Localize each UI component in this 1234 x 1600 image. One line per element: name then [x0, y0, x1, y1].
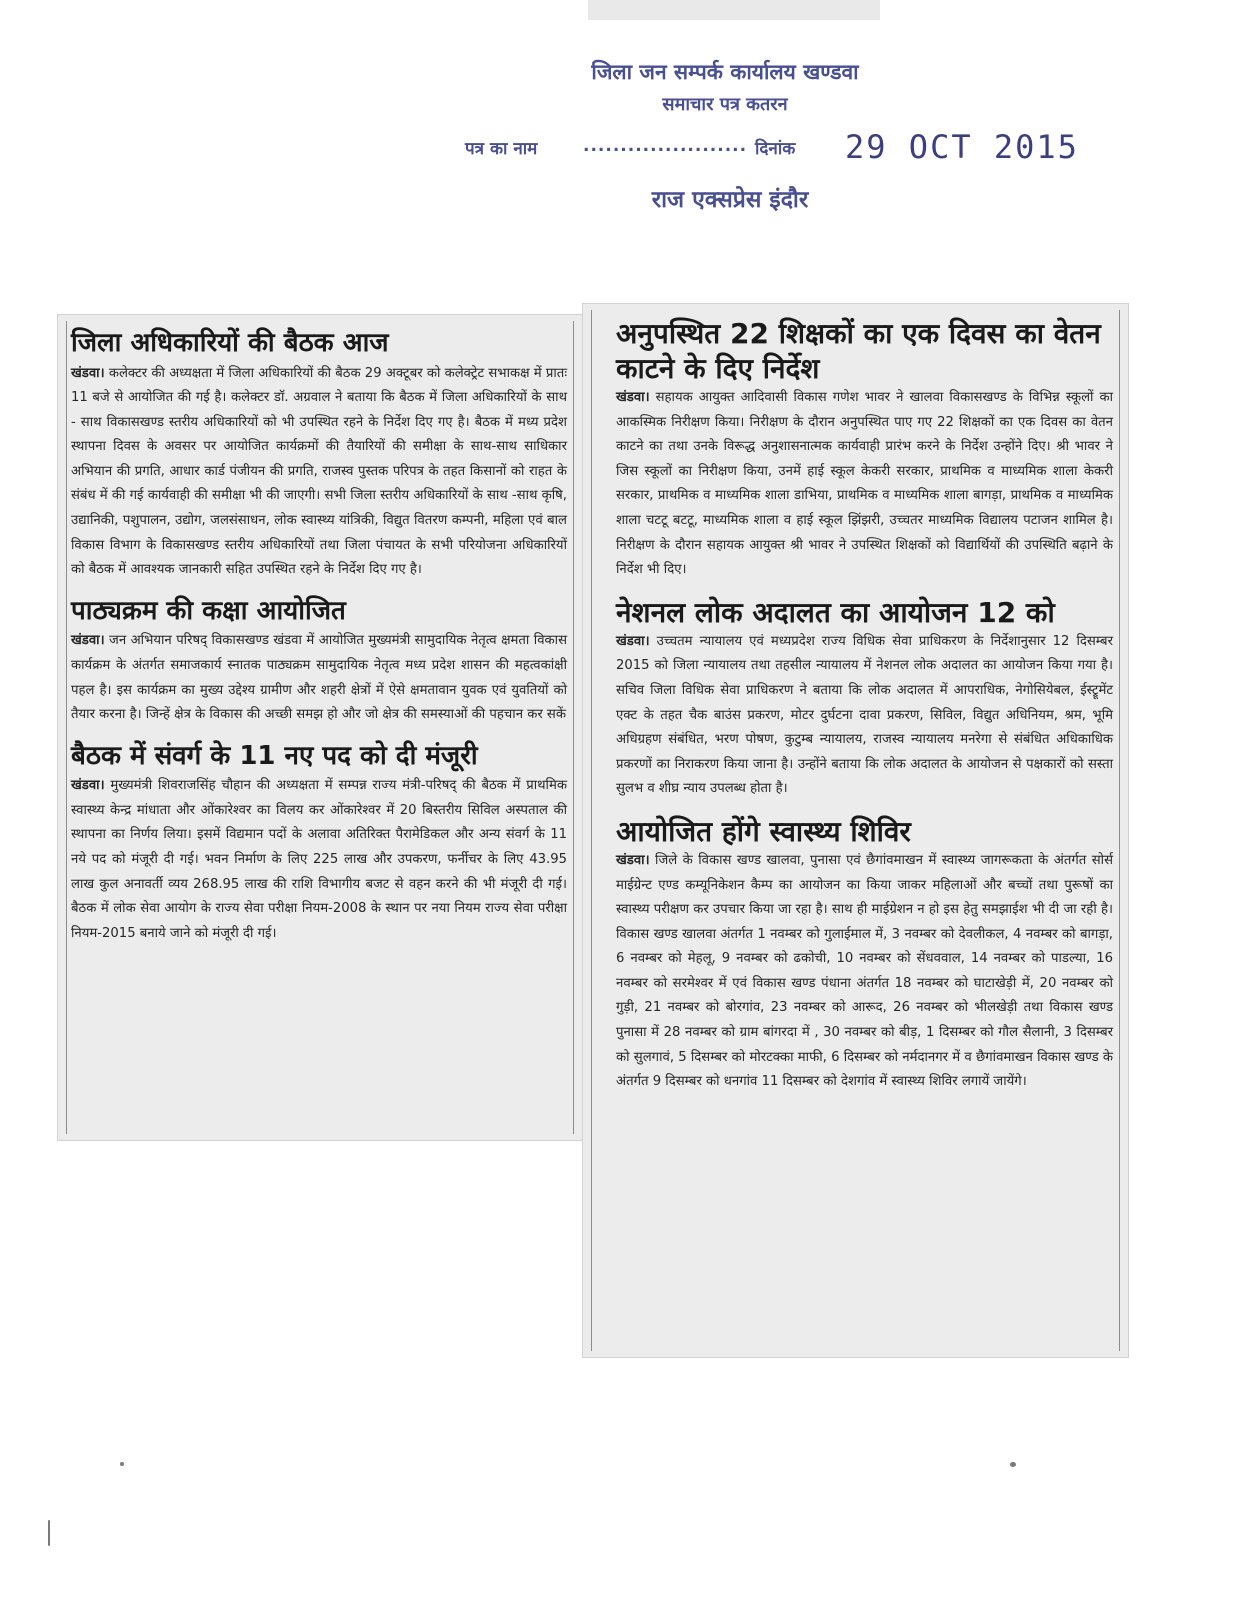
article-headline: बैठक में संवर्ग के 11 नए पद को दी मंजूरी: [71, 740, 478, 771]
article-dateline: खंडवा।: [71, 778, 105, 794]
right-column: [591, 310, 1120, 1351]
stamp-paper-name: राज एक्सप्रेस इंदौर: [651, 187, 809, 213]
article-text: जन अभियान परिषद् विकासखण्ड खंडवा में आयोजित मुख्यमंत्री सामुदायिक नेतृत्व क्षमता विकास कार्यक्रम के अंतर्गत समाजकार्य स्नातक पाठ्यक्रम सामुदायिक नेतृत्व मध्य प्रदेश शासन की महत्वकांक्षी पहल है। इस कार्यक्रम का मुख्य उद्देश्य ग्रामीण और शहरी क्षेत्रों में ऐसे क्षमतावान युवक एवं युवतियों को तैयार करना है। जिन्हें क्षेत्र के विकास की अच्छी समझ हो और जो क्षेत्र की समस्याओं की पहचान कर सकें: [71, 633, 567, 723]
article-headline: अनुपस्थित 22 शिक्षकों का एक दिवस का वेतन काटने के दिए निर्देश: [616, 317, 1101, 385]
right-clipping: [583, 304, 1128, 1357]
stamp-date: 29 OCT 2015: [845, 128, 1079, 166]
article-health-camps: [592, 808, 1119, 1095]
article-headline: जिला अधिकारियों की बैठक आज: [71, 328, 389, 358]
article-body: [67, 362, 573, 583]
stamp-cell: समाचार पत्र कतरन: [662, 94, 788, 115]
stamp-meta-row: [455, 130, 1095, 170]
article-course: [67, 589, 573, 728]
stamp-paper-dots: ......................: [583, 136, 748, 156]
article-text: कलेक्टर की अध्यक्षता में जिला अधिकारियों की बैठक 29 अक्टूबर को कलेक्ट्रेट सभाकक्ष में प्रातः 11 बजे से आयोजित की गई है। कलेक्टर डॉ. अग्रवाल ने बताया कि बैठक में जिला अधिकारियों के साथ - साथ विकासखण्ड स्तरीय अधिकारियों को भी उपस्थित रहने के निर्देश दिए गए है। बैठक में मध्य प्रदेश स्थापना दिवस के अवसर पर आयोजित कार्यक्रमों की तैयारियों की समीक्षा के साथ-साथ साधिकार अभियान की प्रगति, आधार कार्ड पंजीयन की प्रगति, राजस्व पुस्तक परिपत्र के तहत किसानों को राहत के संबंध में की गई कार्यवाही की समीक्षा भी की जाएगी। सभी जिला स्तरीय अधिकारियों के साथ -साथ कृषि, उद्यानिकी, पशुपालन, उद्योग, जलसंसाधन, लोक स्वास्थ्य यांत्रिकी, विद्युत वितरण कम्पनी, महिला एवं बाल विकास विभाग के विकासखण्ड स्तरीय अधिकारियों तथा जिला पंचायत के सभी परियोजना अधिकारियों को बैठक में आवश्यक जानकारी सहित उपस्थित रहने के निर्देश दिए गए है।: [71, 365, 567, 578]
article-text: मुख्यमंत्री शिवराजसिंह चौहान की अध्यक्षता में सम्पन्न राज्य मंत्री-परिषद् की बैठक में प्राथमिक स्वास्थ्य केन्द्र मांधाता और ओंकारेश्वर का विलय कर ओंकारेश्वर में 20 बिस्तरीय सिविल अस्पताल की स्थापना का निर्णय लिया। इसमें विद्यमान पदों के अलावा अतिरिक्त पैरामेडिकल और अन्य संवर्ग के 11 नये पद को मंजूरी दी गई। भवन निर्माण के लिए 225 लाख और उपकरण, फर्नीचर के लिए 43.95 लाख कुल अनावर्ती व्यय 268.95 लाख की राशि विभागीय बजट से वहन करने की भी मंजूरी दी गई। बैठक में लोक सेवा आयोग के राज्य सेवा परीक्षा नियम-2008 के स्थान पर नया नियम राज्य सेवा परीक्षा नियम-2015 बनाये जाने को मंजूरी दी गई।: [71, 778, 567, 941]
article-posts: [67, 734, 573, 947]
stamp-date-label: दिनांक: [755, 139, 796, 159]
article-lok-adalat: [592, 589, 1119, 802]
scan-edge-strip: [588, 0, 880, 20]
left-clipping: [58, 315, 582, 1140]
article-headline: आयोजित होंगे स्वास्थ्य शिविर: [616, 814, 911, 848]
article-headline: पाठ्यक्रम की कक्षा आयोजित: [71, 595, 346, 626]
left-column: [66, 321, 574, 1134]
article-meeting: [67, 321, 573, 583]
stamp-paper-label: पत्र का नाम: [465, 139, 538, 159]
article-dateline: खंडवा।: [71, 365, 105, 381]
article-dateline: खंडवा।: [616, 633, 650, 649]
article-teachers: [592, 310, 1119, 583]
article-text: जिले के विकास खण्ड खालवा, पुनासा एवं छैगांवमाखन में स्वास्थ्य जागरूकता के अंतर्गत सोर्स माईग्रेन्ट एण्ड कम्यूनिकेशन कैम्प का आयोजन का किया जाकर महिलाओं और बच्चों तथा पुरूषों का स्वास्थ्य परीक्षण कर उपचार किया जा रहा है। साथ ही माईग्रेशन न हो इस हेतु समझाईश भी दी जा रही है। विकास खण्ड खालवा अंतर्गत 1 नवम्बर को गुलाईमाल में, 3 नवम्बर को देवलीकल, 4 नवम्बर को बागड़ा, 6 नवम्बर को मेहलू, 9 नवम्बर को ढकोची, 10 नवम्बर को सेंधववाल, 14 नवम्बर को पाडल्या, 16 नवम्बर को सरमेश्वर में एवं विकास खण्ड पंधाना अंतर्गत 18 नवम्बर को घाटाखेड़ी में, 20 नवम्बर को गुड़ी, 21 नवम्बर को बोरगांव, 23 नवम्बर को आरूद, 26 नवम्बर को भीलखेड़ी तथा विकास खण्ड पुनासा में 28 नवम्बर को ग्राम बांगरदा में , 30 नवम्बर को बीड़, 1 दिसम्बर को गौल सैलानी, 3 दिसम्बर को सुलगावं, 5 दिसम्बर को मोरटक्का माफी, 6 दिसम्बर को नर्मदानगर में व छैगांवमाखन विकास खण्ड के अंतर्गत 9 दिसम्बर को धनगांव 11 दिसम्बर को देशगांव में स्वास्थ्य शिविर लगायें जायेंगे।: [616, 852, 1113, 1090]
article-body: [592, 386, 1119, 583]
scan-speck: [48, 1520, 50, 1546]
article-text: उच्चतम न्यायालय एवं मध्यप्रदेश राज्य विधिक सेवा प्राधिकरण के निर्देशानुसार 12 दिसम्बर 2015 को जिला न्यायालय तथा तहसील न्यायालय में नेशनल लोक अदालत का आयोजन किया गया है। सचिव जिला विधिक सेवा प्राधिकरण ने बताया कि लोक अदालत में आपराधिक, नेगोसियेबल, ईस्ट्रूमेंट एक्ट के तहत चैक बाउंस प्रकरण, मोटर दुर्घटना दावा प्रकरण, सिविल, विद्युत अधिनियम, श्रम, भूमि अधिग्रहण संबंधित, भरण पोषण, कुटुम्ब न्यायालय, राजस्व न्यायालय मनरेगा से संबंधित अधिकाधिक प्रकरणों का निराकरण किया जाना है। उन्होंने बताया कि लोक अदालत के आयोजन से पक्षकारों को सस्ता सुलभ व शीघ्र न्याय उपलब्ध होता है।: [616, 633, 1113, 797]
scan-speck: [120, 1462, 124, 1466]
article-headline: नेशनल लोक अदालत का आयोजन 12 को: [616, 595, 1055, 629]
clipping-stamp: [455, 50, 1095, 220]
article-body: [592, 630, 1119, 802]
article-body: [67, 629, 573, 727]
article-dateline: खंडवा।: [616, 390, 650, 405]
scan-speck: [1010, 1462, 1016, 1467]
article-dateline: खंडवा।: [616, 852, 650, 868]
article-body: [67, 774, 573, 946]
stamp-office: जिला जन सम्पर्क कार्यालय खण्डवा: [591, 60, 859, 84]
article-text: सहायक आयुक्त आदिवासी विकास गणेश भावर ने खालवा विकासखण्ड के विभिन्न स्कूलों का आकस्मिक निरीक्षण किया। निरीक्षण के दौरान अनुपस्थित पाए गए 22 शिक्षकों का एक दिवस का वेतन काटने का तथा उनके विरूद्ध अनुशासनात्मक कार्यवाही प्रारंभ करने के निर्देश उन्होंने दिए। श्री भावर ने जिस स्कूलों का निरीक्षण किया, उनमें हाई स्कूल केकरी सरकार, प्राथमिक व माध्यमिक शाला केकरी सरकार, प्राथमिक व माध्यमिक शाला डाभिया, प्राथमिक व माध्यमिक शाला बागड़ा, प्राथमिक व माध्यमिक शाला चटटू बटटू, माध्यमिक शाला व हाई स्कूल झिंझरी, उच्चतर माध्यमिक विद्यालय पटाजन शामिल है। निरीक्षण के दौरान सहायक आयुक्त श्री भावर ने उपस्थित शिक्षकों को विद्यार्थियों की उपस्थिति बढ़ाने के निर्देश भी दिए।: [616, 390, 1113, 578]
article-body: [592, 849, 1119, 1095]
article-dateline: खंडवा।: [71, 633, 105, 649]
